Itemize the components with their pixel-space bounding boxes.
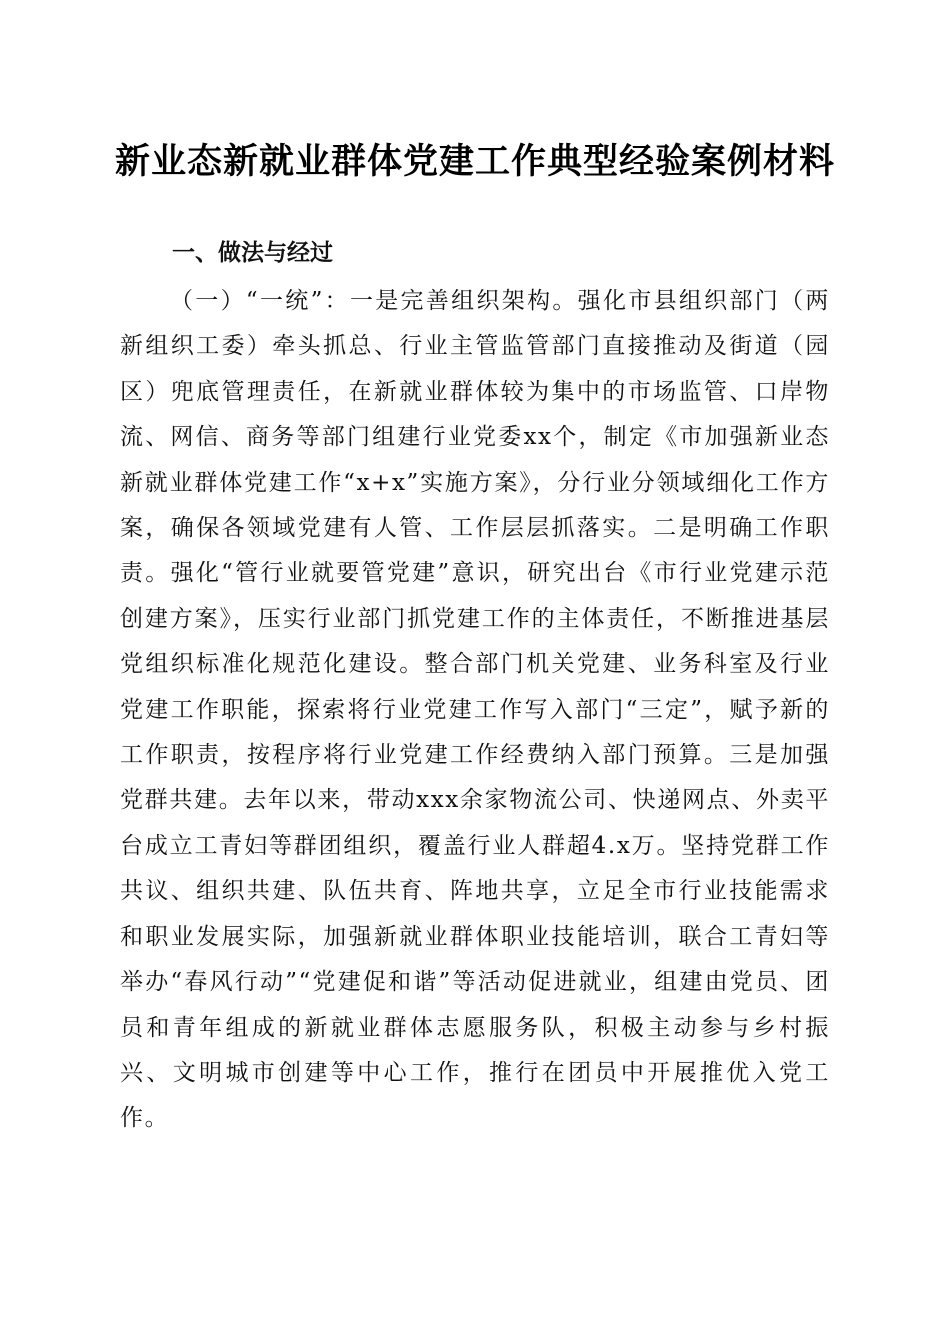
document-title: 新业态新就业群体党建工作典型经验案例材料: [114, 141, 835, 182]
body-paragraph: （一）“一统”：一是完善组织架构。强化市县组织部门（两新组织工委）牵头抓总、行业主管监管部门直接推动及街道（园区）兜底管理责任，在新就业群体较为集中的市场监管、口岸物流、网信、商务等部门组建行业党委xx个，制定《市加强新业态新就业群体党建工作“x+x”实施方案》，分行业分领域细化工作方案，确保各领域党建有人管、工作层层抓落实。二是明确工作职责。强化“管行业就要管党建”意识，研究出台《市行业党建示范创建方案》，压实行业部门抓党建工作的主体责任，不断推进基层党组织标准化规范化建设。整合部门机关党建、业务科室及行业党建工作职能，探索将行业党建工作写入部门“三定”，赋予新的工作职责，按程序将行业党建工作经费纳入部门预算。三是加强党群共建。去年以来，带动xxx余家物流公司、快递网点、外卖平台成立工青妇等群团组织，覆盖行业人群超4.x万。坚持党群工作共议、组织共建、队伍共育、阵地共享，立足全市行业技能需求和职业发展实际，加强新就业群体职业技能培训，联合工青妇等举办“春风行动”“党建促和谐”等活动促进就业，组建由党员、团员和青年组成的新就业群体志愿服务队，积极主动参与乡村振兴、文明城市创建等中心工作，推行在团员中开展推优入党工作。: [120, 288, 830, 1132]
section-heading: 一、做法与经过: [172, 240, 333, 266]
